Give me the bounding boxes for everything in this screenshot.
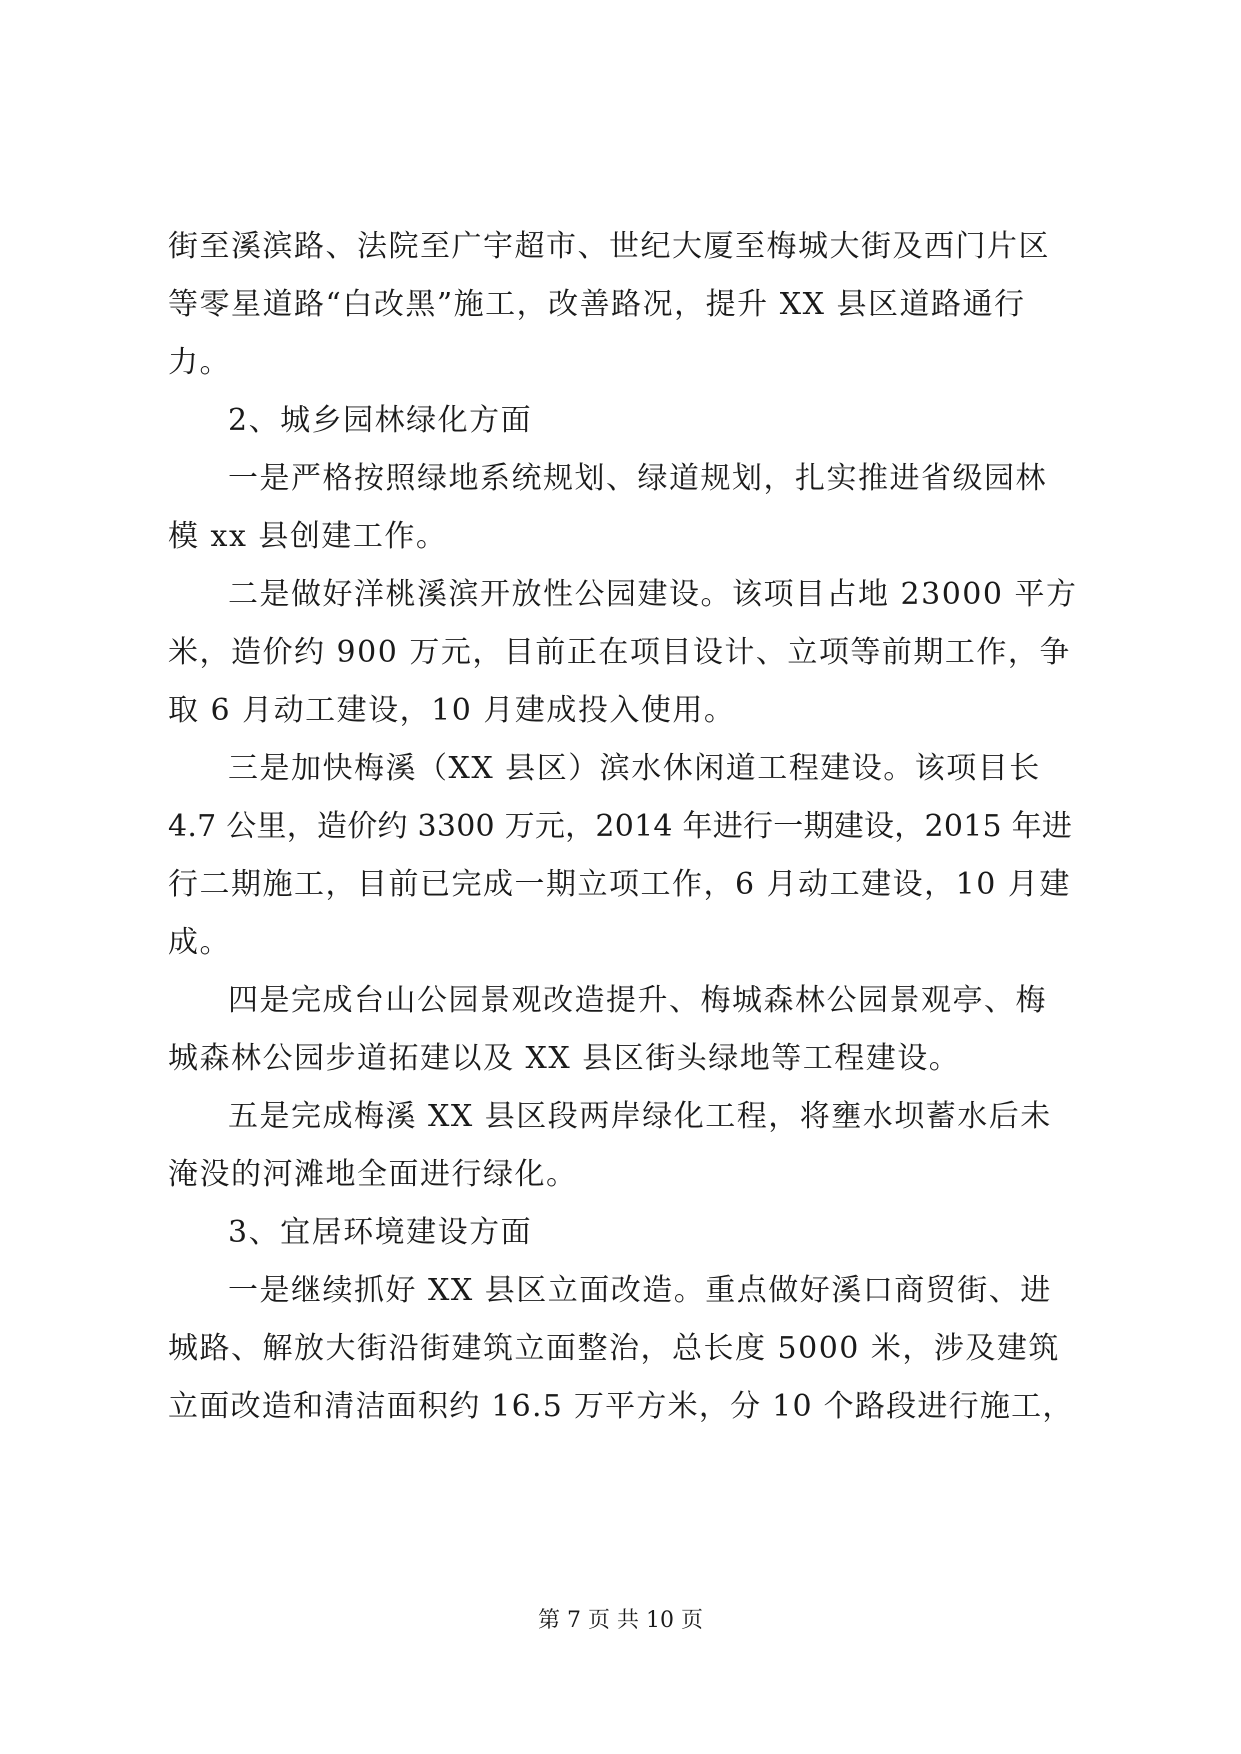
page-number-label: 第 7 页 共 10 页: [538, 1608, 703, 1633]
text-line: 一是严格按照绿地系统规划、绿道规划，扎实推进省级园林: [228, 461, 1047, 496]
text-line: 模 xx 县创建工作。: [168, 519, 448, 554]
text-line: 米，造价约 900 万元，目前正在项目设计、立项等前期工作，争: [168, 635, 1071, 670]
section-heading: 3、宜居环境建设方面: [228, 1215, 533, 1250]
text-line: 二是做好洋桃溪滨开放性公园建设。该项目占地 23000 平方: [228, 577, 1078, 612]
text-line: 一是继续抓好 XX 县区立面改造。重点做好溪口商贸街、进: [228, 1273, 1052, 1308]
section-heading: 2、城乡园林绿化方面: [228, 403, 533, 438]
text-line: 成。: [168, 925, 231, 960]
text-line: 城路、解放大街沿街建筑立面整治，总长度 5000 米，涉及建筑: [168, 1331, 1060, 1366]
text-line: 五是完成梅溪 XX 县区段两岸绿化工程，将壅水坝蓄水后未: [228, 1099, 1052, 1134]
text-line: 取 6 月动工建设，10 月建成投入使用。: [168, 693, 736, 728]
text-line: 力。: [168, 345, 231, 380]
text-line: 四是完成台山公园景观改造提升、梅城森林公园景观亭、梅: [228, 983, 1047, 1018]
text-line: 4.7 公里，造价约 3300 万元，2014 年进行一期建设，2015 年进: [168, 809, 1073, 844]
text-line: 行二期施工，目前已完成一期立项工作，6 月动工建设，10 月建: [168, 867, 1071, 902]
text-line: 立面改造和清洁面积约 16.5 万平方米，分 10 个路段进行施工，: [168, 1389, 1074, 1424]
text-line: 街至溪滨路、法院至广宇超市、世纪大厦至梅城大街及西门片区: [168, 229, 1050, 264]
text-line: 淹没的河滩地全面进行绿化。: [168, 1157, 578, 1192]
page-footer: [0, 1606, 1241, 1636]
text-line: 三是加快梅溪（XX 县区）滨水休闲道工程建设。该项目长: [228, 751, 1041, 786]
text-line: 城森林公园步道拓建以及 XX 县区街头绿地等工程建设。: [168, 1041, 961, 1076]
text-line: 等零星道路“白改黑”施工，改善路况，提升 XX 县区道路通行: [168, 287, 1026, 322]
